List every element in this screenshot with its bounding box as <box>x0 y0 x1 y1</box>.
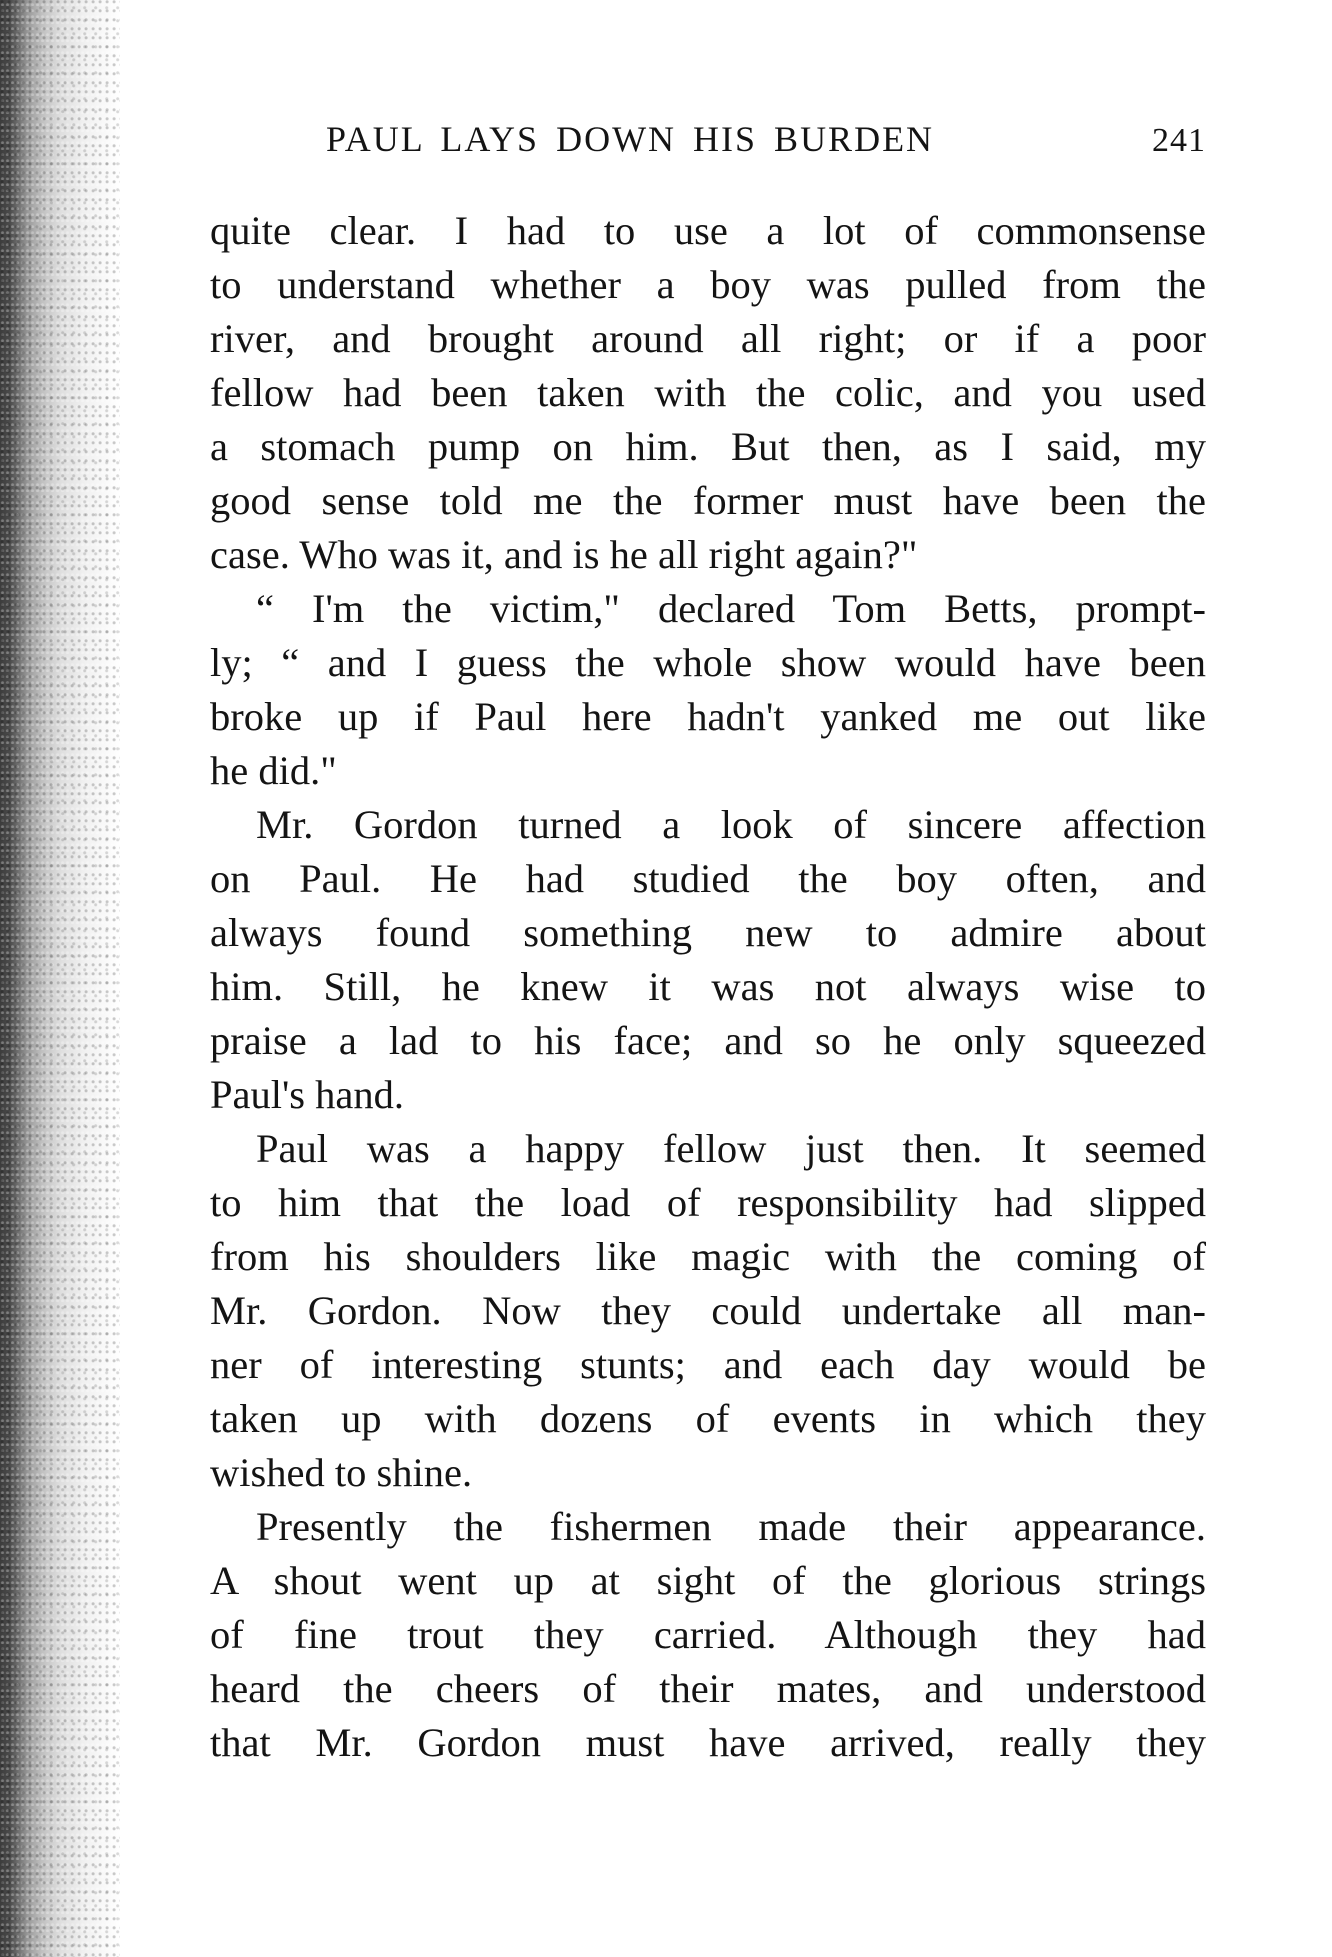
text-line: praise a lad to his face; and so he only squeezed <box>210 1018 1206 1063</box>
page-number: 241 <box>1152 122 1206 159</box>
text-line: wished to shine. <box>210 1450 473 1495</box>
scan-gutter-noise <box>0 0 120 1957</box>
body-text <box>210 204 1206 1770</box>
text-line: ner of interesting stunts; and each day would be <box>210 1342 1206 1387</box>
text-line: he did." <box>210 748 337 793</box>
text-line: Paul's hand. <box>210 1072 405 1117</box>
text-line: that Mr. Gordon must have arrived, really they <box>210 1720 1206 1765</box>
text-line: a stomach pump on him. But then, as I said, my <box>210 424 1206 469</box>
text-line: Mr. Gordon turned a look of sincere affection <box>256 802 1206 847</box>
text-line: case. Who was it, and is he all right again?" <box>210 532 918 577</box>
page-header <box>326 118 1206 168</box>
text-line: Paul was a happy fellow just then. It seemed <box>256 1126 1206 1171</box>
text-line: quite clear. I had to use a lot of commonsense <box>210 208 1206 253</box>
text-line: him. Still, he knew it was not always wise to <box>210 964 1206 1009</box>
text-line: river, and brought around all right; or if a poor <box>210 316 1206 361</box>
text-line: heard the cheers of their mates, and understood <box>210 1666 1206 1711</box>
text-line: always found something new to admire about <box>210 910 1206 955</box>
text-line: A shout went up at sight of the glorious strings <box>210 1558 1206 1603</box>
text-line: Presently the fishermen made their appearance. <box>256 1504 1206 1549</box>
text-line: Mr. Gordon. Now they could undertake all man- <box>210 1288 1206 1333</box>
text-line: fellow had been taken with the colic, and you used <box>210 370 1206 415</box>
text-line: broke up if Paul here hadn't yanked me out like <box>210 694 1206 739</box>
text-line: from his shoulders like magic with the coming of <box>210 1234 1206 1279</box>
running-head: PAUL LAYS DOWN HIS BURDEN <box>326 119 935 159</box>
text-line: “ I'm the victim," declared Tom Betts, prompt- <box>256 586 1206 631</box>
text-line: taken up with dozens of events in which they <box>210 1396 1206 1441</box>
text-line: to him that the load of responsibility had slipped <box>210 1180 1206 1225</box>
text-line: on Paul. He had studied the boy often, and <box>210 856 1206 901</box>
text-line: to understand whether a boy was pulled from the <box>210 262 1206 307</box>
text-line: of fine trout they carried. Although they had <box>210 1612 1206 1657</box>
text-line: good sense told me the former must have been the <box>210 478 1206 523</box>
text-line: ly; “ and I guess the whole show would have been <box>210 640 1206 685</box>
